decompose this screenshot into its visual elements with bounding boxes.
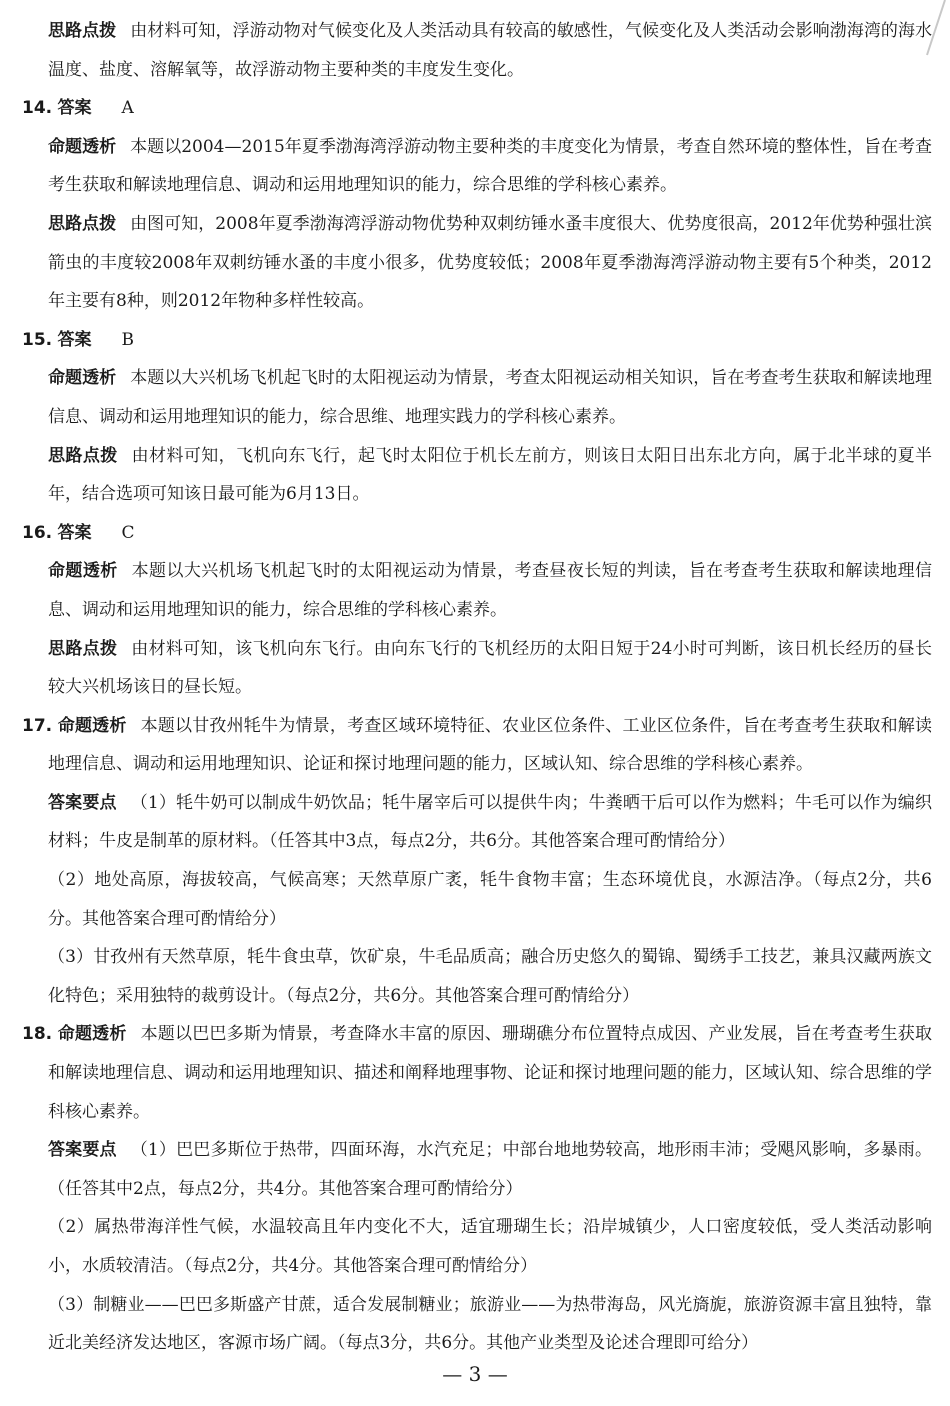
paragraph-text: 由材料可知，该飞机向东飞行。由向东飞行的飞机经历的太阳日短于24小时可判断，该日机长经历的昼长较大兴机场该日的昼长短。	[48, 638, 933, 698]
paragraph-text: 由材料可知，飞机向东飞行，起飞时太阳位于机长左前方，则该日太阳日出东北方向，属于北半球的夏半年，结合选项可知该日最可能为6月13日。	[48, 445, 933, 505]
question-18-analysis	[22, 1015, 932, 1131]
question-17-analysis	[22, 707, 932, 784]
answer-letter: C	[121, 522, 135, 543]
paragraph	[22, 1286, 932, 1363]
paragraph-text: 本题以2004—2015年夏季渤海湾浮游动物主要种类的丰度变化为情景，考查自然环境的整体性，旨在考查考生获取和解读地理信息、调动和运用地理知识的能力，综合思维的学科核心素养。	[48, 136, 933, 196]
label-daan: 答案要点	[48, 792, 117, 813]
question-number: 17.	[22, 715, 53, 736]
paragraph-text: 本题以巴巴多斯为情景，考查降水丰富的原因、珊瑚礁分布位置特点成因、产业发展，旨在考查考生获取和解读地理信息、调动和运用地理知识、描述和阐释地理事物、论证和探讨地理问题的能力，区域认知、综合思维的学科核心素养。	[48, 1024, 933, 1122]
paragraph-text: 由材料可知，浮游动物对气候变化及人类活动具有较高的敏感性，气候变化及人类活动会影响渤海湾的海水温度、盐度、溶解氧等，故浮游动物主要种类的丰度发生变化。	[48, 21, 933, 80]
answer-letter: B	[121, 329, 135, 350]
paragraph	[22, 128, 932, 205]
label-answer: 答案	[57, 329, 92, 350]
label-mingti: 命题透析	[48, 136, 117, 157]
paragraph-text: 本题以甘孜州牦牛为情景，考查区域环境特征、农业区位条件、工业区位条件，旨在考查考生获取和解读地理信息、调动和运用地理知识、论证和探讨地理问题的能力，区域认知、综合思维的学科核心素养。	[48, 715, 933, 775]
corner-mark-decoration	[905, 0, 950, 60]
question-14-answer	[22, 89, 932, 128]
paragraph-text: 本题以大兴机场飞机起飞时的太阳视运动为情景，考查昼夜长短的判读，旨在考查考生获取和解读地理信息、调动和运用地理知识的能力，综合思维的学科核心素养。	[48, 561, 933, 620]
question-number: 15.	[22, 329, 53, 350]
label-mingti: 命题透析	[48, 561, 118, 582]
question-number: 18.	[22, 1024, 53, 1045]
paragraph-text: （3）制糖业——巴巴多斯盛产甘蔗，适合发展制糖业；旅游业——为热带海岛，风光旖旎，旅游资源丰富且独特，靠近北美经济发达地区，客源市场广阔。（每点3分，共6分。其他产业类型及论述合理即可给分）	[48, 1294, 932, 1354]
label-silu: 思路点拨	[48, 213, 117, 234]
label-answer: 答案	[57, 522, 92, 543]
paragraph	[22, 938, 932, 1015]
label-mingti: 命题透析	[57, 1024, 127, 1045]
page-number: — 3 —	[442, 1362, 508, 1386]
paragraph	[22, 552, 932, 629]
label-silu: 思路点拨	[48, 638, 118, 659]
label-mingti: 命题透析	[57, 715, 127, 736]
paragraph-text: （3）甘孜州有天然草原，牦牛食虫草，饮矿泉，牛毛品质高；融合历史悠久的蜀锦、蜀绣手工技艺，兼具汉藏两族文化特色；采用独特的裁剪设计。（每点2分，共6分。其他答案合理可酌情给分）	[48, 947, 932, 1006]
question-15-answer	[22, 321, 932, 360]
paragraph	[22, 205, 932, 321]
question-16-answer	[22, 514, 932, 553]
paragraph-text: （1）巴巴多斯位于热带，四面环海，水汽充足；中部台地地势较高，地形雨丰沛；受飓风影响，多暴雨。（任答其中2点，每点2分，共4分。其他答案合理可酌情给分）	[48, 1140, 932, 1199]
paragraph	[22, 12, 932, 89]
paragraph-text: 本题以大兴机场飞机起飞时的太阳视运动为情景，考查太阳视运动相关知识，旨在考查考生获取和解读地理信息、调动和运用地理知识的能力，综合思维、地理实践力的学科核心素养。	[48, 368, 933, 427]
paragraph	[22, 630, 932, 707]
answer-letter: A	[121, 98, 134, 119]
paragraph	[22, 1131, 932, 1208]
question-number: 16.	[22, 522, 53, 543]
label-silu: 思路点拨	[48, 21, 117, 41]
paragraph-text: （2）属热带海洋性气候，水温较高且年内变化不大，适宜珊瑚生长；沿岸城镇少，人口密度较低，受人类活动影响小，水质较清洁。（每点2分，共4分。其他答案合理可酌情给分）	[48, 1217, 932, 1276]
paragraph	[22, 861, 932, 938]
paragraph-text: （2）地处高原，海拔较高，气候高寒；天然草原广袤，牦牛食物丰富；生态环境优良，水源洁净。（每点2分，共6分。其他答案合理可酌情给分）	[48, 870, 932, 929]
label-answer: 答案	[57, 98, 92, 119]
paragraph-text: 由图可知，2008年夏季渤海湾浮游动物优势种双刺纺锤水蚤丰度很大、优势度很高，2012年优势种强壮滨箭虫的丰度较2008年双刺纺锤水蚤的丰度小很多，优势度较低；2008年夏季渤海湾浮游动物主要有5个种类，2012年主要有8种，则2012年物种多样性较高。	[48, 213, 932, 312]
paragraph	[22, 784, 932, 861]
label-mingti: 命题透析	[48, 368, 117, 389]
paragraph-text: （1）牦牛奶可以制成牛奶饮品；牦牛屠宰后可以提供牛肉；牛粪晒干后可以作为燃料；牛毛可以作为编织材料；牛皮是制革的原材料。（任答其中3点，每点2分，共6分。其他答案合理可酌情给分）	[48, 792, 932, 852]
paragraph	[22, 1208, 932, 1285]
answer-content	[22, 12, 932, 1363]
label-daan: 答案要点	[48, 1140, 117, 1161]
paragraph	[22, 359, 932, 436]
label-silu: 思路点拨	[48, 445, 118, 466]
question-number: 14.	[22, 98, 53, 119]
paragraph	[22, 437, 932, 514]
